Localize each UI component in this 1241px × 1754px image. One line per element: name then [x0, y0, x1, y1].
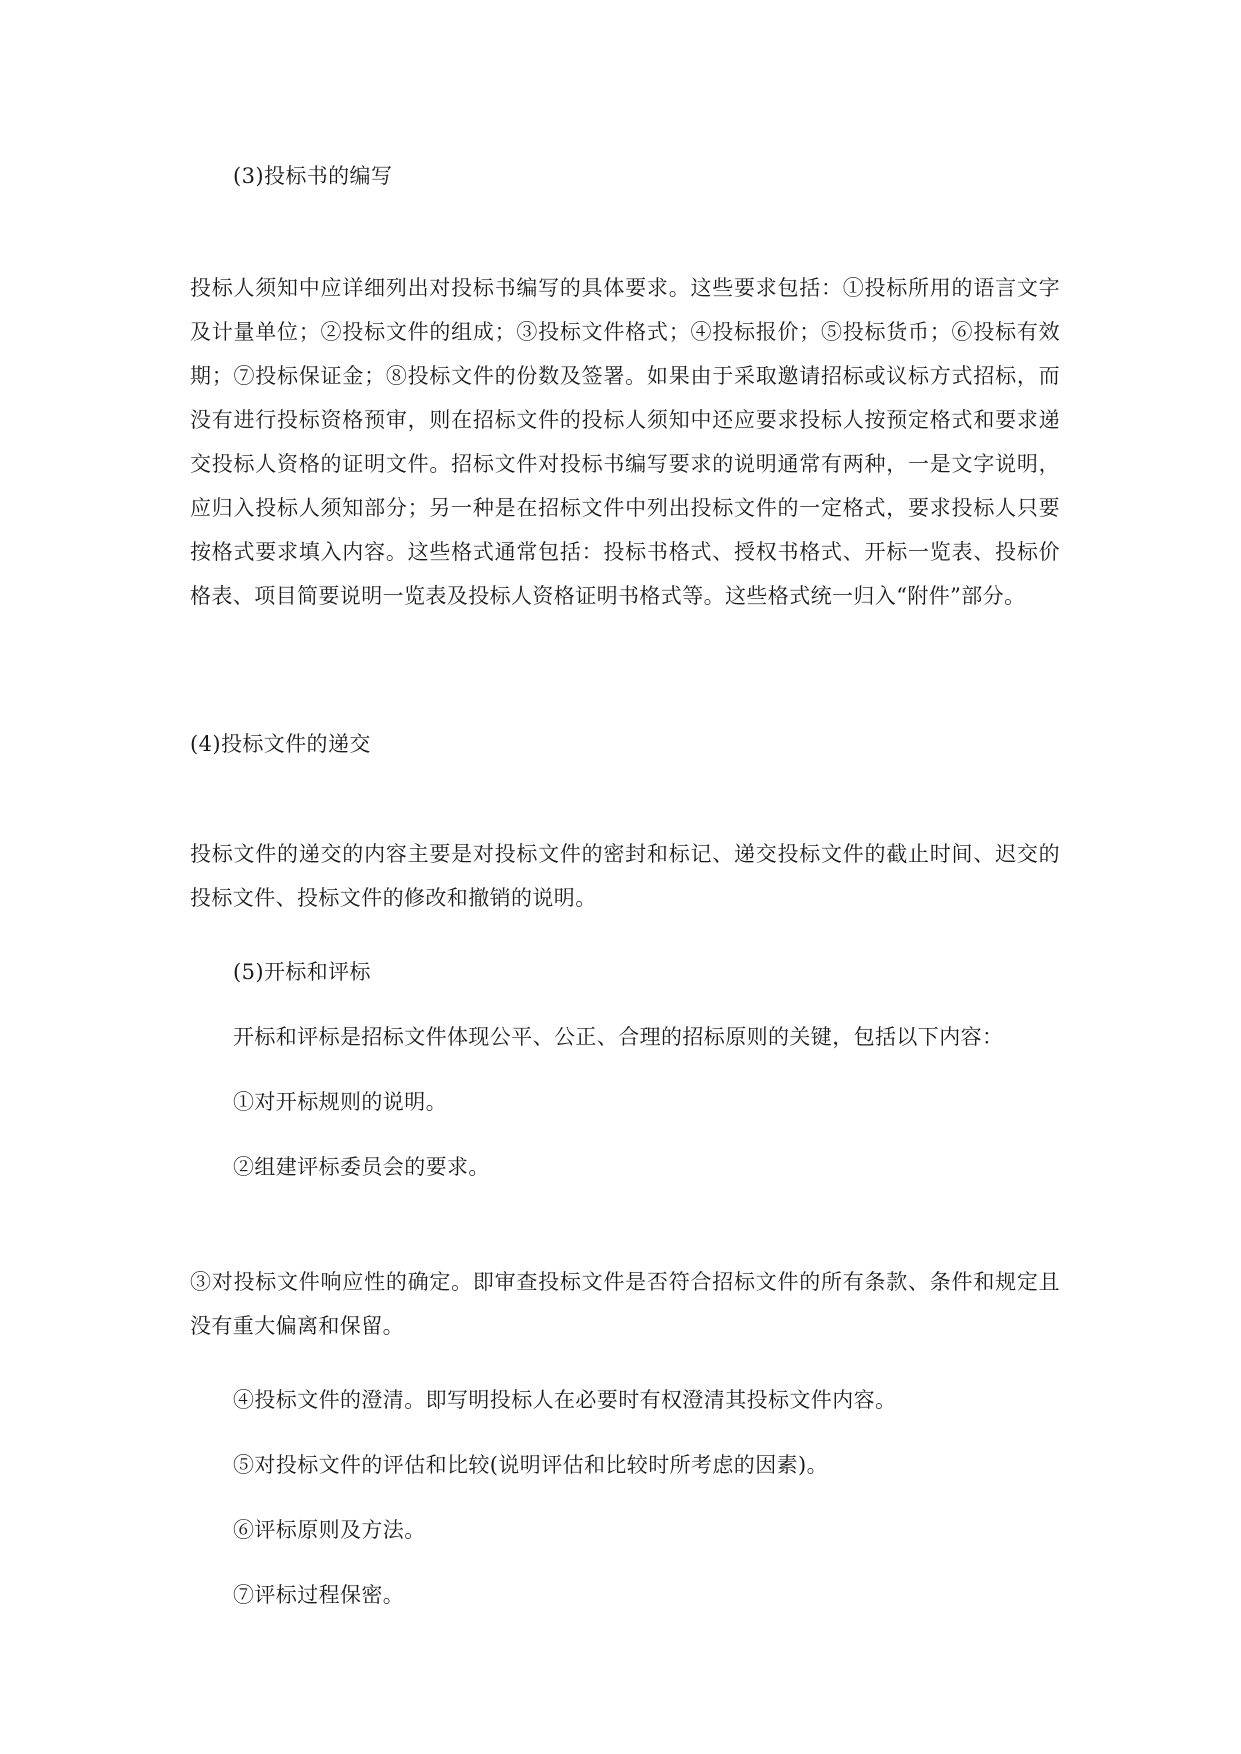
section-5-item-3: ③对投标文件响应性的确定。即审查投标文件是否符合招标文件的所有条款、条件和规定且没有重大偏离和保留。 [190, 1270, 1060, 1338]
section-5-intro: 开标和评标是招标文件体现公平、公正、合理的招标原则的关键，包括以下内容： [233, 1025, 1004, 1049]
section-4-body-paragraph: 投标文件的递交的内容主要是对投标文件的密封和标记、递交投标文件的截止时间、迟交的投标文件、投标文件的修改和撤销的说明。 [190, 842, 1060, 910]
section-5-item-7: ⑦评标过程保密。 [233, 1583, 405, 1607]
section-5-item-6: ⑥评标原则及方法。 [233, 1518, 426, 1542]
section-5-item-1: ①对开标规则的说明。 [233, 1090, 447, 1114]
section-5-item-5: ⑤对投标文件的评估和比较(说明评估和比较时所考虑的因素)。 [233, 1453, 828, 1477]
section-5-item-2: ②组建评标委员会的要求。 [233, 1155, 490, 1179]
section-5-heading: (5)开标和评标 [233, 960, 371, 984]
section-3-body-paragraph: 投标人须知中应详细列出对投标书编写的具体要求。这些要求包括：①投标所用的语言文字及计量单位；②投标文件的组成；③投标文件格式；④投标报价；⑤投标货币；⑥投标有效期；⑦投标保证金；⑧投标文件的份数及签署。如果由于采取邀请招标或议标方式招标，而没有进行投标资格预审，则在招标文件的投标人须知中还应要求投标人按预定格式和要求递交投标人资格的证明文件。招标文件对投标书编写要求的说明通常有两种，一是文字说明，应归入投标人须知部分；另一种是在招标文件中列出投标文件的一定格式，要求投标人只要按格式要求填入内容。这些格式通常包括：投标书格式、授权书格式、开标一览表、投标价格表、项目简要说明一览表及投标人资格证明书格式等。这些格式统一归入“附件”部分。 [190, 276, 1060, 608]
section-5-item-4: ④投标文件的澄清。即写明投标人在必要时有权澄清其投标文件内容。 [233, 1388, 897, 1412]
section-3-heading: (3)投标书的编写 [233, 164, 393, 188]
section-4-heading: (4)投标文件的递交 [190, 732, 371, 756]
